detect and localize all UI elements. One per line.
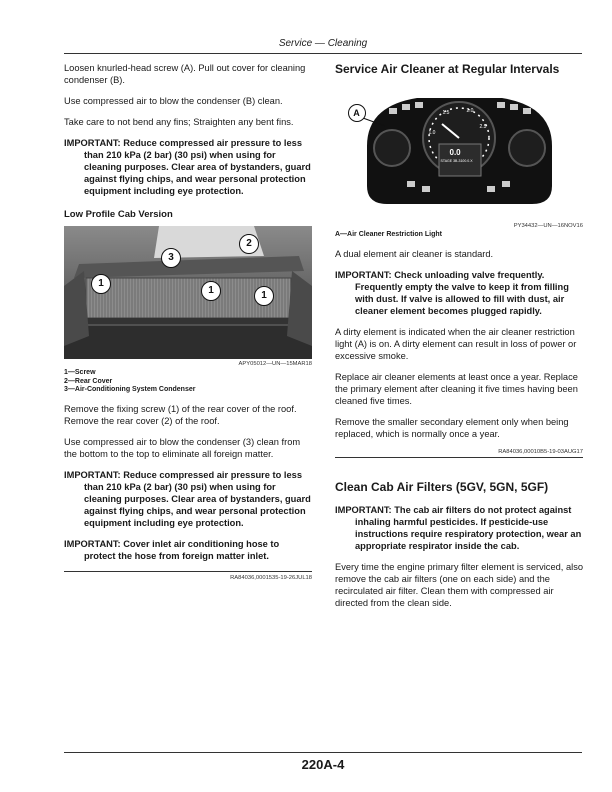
running-header: Service — Cleaning [278,38,368,49]
important-note: IMPORTANT: The cab air filters do not protect against inhaling harmful pesticides. If pesticide-use instructions require respiratory protection, wear an appropriate respirator inside the cab. [335,504,582,551]
gauge-label: 1.0 [428,130,436,136]
paragraph: Remove the fixing screw (1) of the rear cover of the roof. Remove the rear cover (2) of the roof. [64,403,297,426]
section-end-rule [64,571,312,572]
paragraph: Loosen knurled-head screw (A). Pull out cover for cleaning condenser (B). [64,63,306,85]
paragraph: Use compressed air to blow the condenser (3) clean from the bottom to the top to eliminate all foreign matter. [64,436,301,459]
callout-1: 1 [254,286,274,306]
section-ref: RA84036,0001535-19-26JUL18 [230,574,312,581]
gauge-label: 2.5 [479,124,487,130]
figure-ref: APY05012—UN—15MAR18 [238,361,312,367]
callout-1: 1 [201,281,221,301]
section-end-rule [335,457,583,458]
gauge-label: 2.0 [466,108,474,114]
callout-a: A [348,104,366,122]
paragraph: A dirty element is indicated when the air cleaner restriction light (A) is on. A dirty element can result in loss of power or excessive smoke. [335,326,577,361]
paragraph: Replace air cleaner elements at least once a year. Replace the primary element after cleaning it five times having been cleaned five times. [335,371,578,406]
important-note: IMPORTANT: Check unloading valve frequently. Frequently empty the valve to keep it from filling with dust. If valve is allowed to fill with dust, air cleaner element becomes plugged rapidly. [335,269,569,316]
subheading: Low Profile Cab Version [64,209,173,220]
paragraph: Take care to not bend any fins; Straighten any bent fins. [64,117,294,127]
section-title: Service Air Cleaner at Regular Intervals [335,62,560,76]
condenser-photo [64,226,312,359]
paragraph: Remove the smaller secondary element only when being replaced, which is normally once a year. [335,416,569,439]
left-column [64,62,312,581]
section-title: Clean Cab Air Filters (5GV, 5GN, 5GF) [335,479,549,494]
paragraph: Every time the engine primary filter element is serviced, also remove the cab air filters (one on each side) and the recirculated air filter. Clean them with compressed air directed from the clean side. [335,561,584,608]
dashboard-figure [347,86,572,211]
figure-legend [64,369,312,395]
legend-item: 2—Rear Cover [64,377,113,385]
section-ref: RA84036,00010B5-19-03AUG17 [498,448,583,455]
paragraph: A dual element air cleaner is standard. [335,248,494,259]
footer-rule [64,752,582,753]
display-value: 0.0 [449,148,461,157]
display-subtext: STAGE 3B-3100.0.X [440,159,473,163]
page-number: 220A-4 [301,757,345,772]
paragraph: Use compressed air to blow the condenser (B) clean. [64,96,283,106]
legend-item: 3—Air-Conditioning System Condenser [64,386,196,393]
callout-1: 1 [91,274,111,294]
callout-2: 2 [239,234,259,254]
important-note: IMPORTANT: Reduce compressed air pressure to less than 210 kPa (2 bar) (30 psi) when using for cleaning purposes. Clear area of bystanders, guard against flying chips, and wear personal protection equipment including eye protection. [64,138,311,196]
gauge-label: 1.5 [442,110,450,116]
important-note: IMPORTANT: Cover inlet air conditioning hose to protect the hose from foreign matter inlet. [64,538,280,561]
legend-item: 1—Screw [64,369,96,376]
right-column [335,62,583,618]
figure-legend: A—Air Cleaner Restriction Light [335,231,442,238]
figure-ref: PY34432—UN—16NOV16 [513,223,583,229]
important-note: IMPORTANT: Reduce compressed air pressure to less than 210 kPa (2 bar) (30 psi) when using for cleaning purposes. Clear area of bystanders, guard against flying chips, and wear personal protection equipment including eye protection. [64,469,311,528]
callout-3: 3 [161,248,181,268]
header-rule [64,53,582,54]
